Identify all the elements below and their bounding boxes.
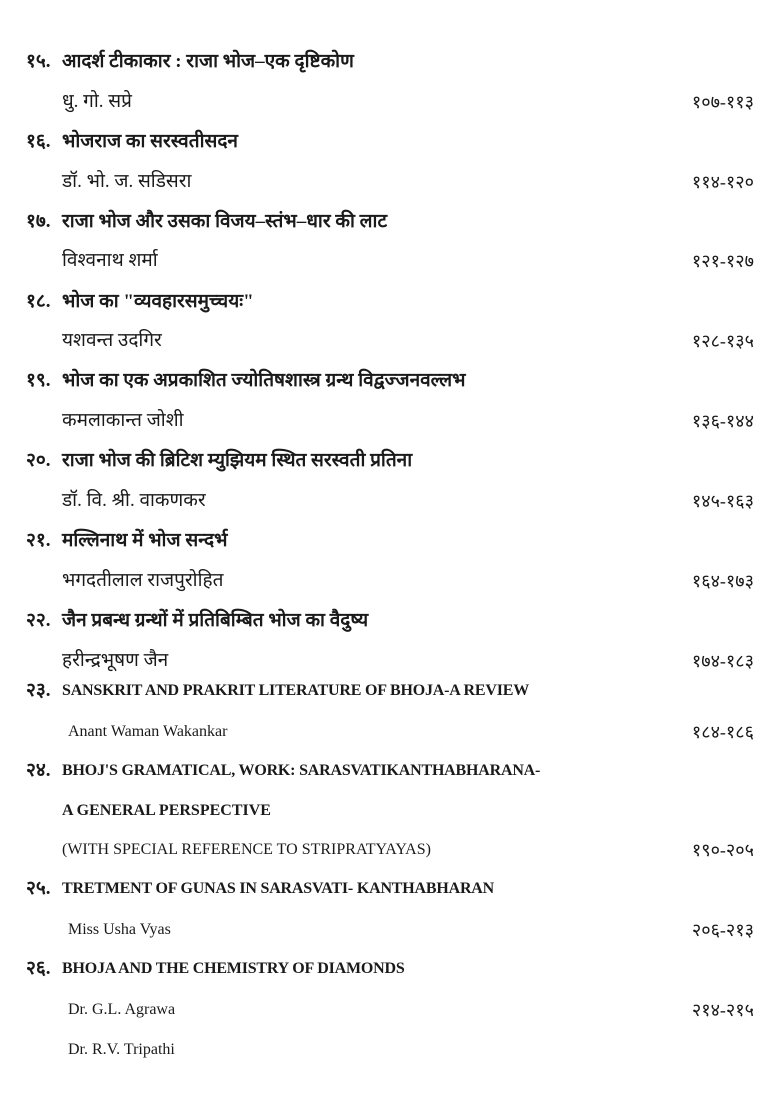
entry-author: धु. गो. सप्रे [62, 91, 132, 112]
entry-title: TRETMENT OF GUNAS IN SARASVATI- KANTHABHARAN [62, 880, 495, 897]
entry-title-line [0, 676, 780, 706]
entry-author: डॉ. वि. श्री. वाकणकर [62, 490, 206, 511]
entry-number: १६. [26, 131, 51, 152]
page-range: १९०-२०५ [691, 840, 754, 860]
entry-title: राजा भोज और उसका विजय–स्तंभ–धार की लाट [62, 211, 388, 232]
entry-title-line [0, 366, 780, 396]
entry-title-continuation [0, 796, 780, 826]
entry-author-line [0, 87, 780, 117]
entry-number: २२. [26, 610, 51, 631]
entry-subtitle-line [0, 835, 780, 865]
entry-title-line [0, 446, 780, 476]
entry-author: विश्वनाथ शर्मा [62, 250, 158, 271]
page-range: १६४-१७३ [691, 571, 754, 591]
entry-author-line [0, 406, 780, 436]
entry-author-line [0, 486, 780, 516]
entry-author: डॉ. भो. ज. सडिसरा [62, 171, 192, 192]
page-range: ११४-१२० [691, 172, 754, 192]
entry-number: २०. [26, 450, 51, 471]
entry-author: हरीन्द्रभूषण जैन [62, 650, 169, 671]
entry-number: २६. [26, 958, 51, 979]
entry-title: भोज का एक अप्रकाशित ज्योतिषशास्त्र ग्रन्थ विद्वज्जनवल्लभ [62, 370, 466, 391]
entry-author-line [0, 246, 780, 276]
page-range: १८४-१८६ [691, 722, 754, 742]
entry-author-line [0, 167, 780, 197]
entry-subtitle: (WITH SPECIAL REFERENCE TO STRIPRATYAYAS) [62, 841, 431, 858]
entry-author: कमलाकान्त जोशी [62, 410, 184, 431]
entry-number: १७. [26, 211, 51, 232]
entry-title-line [0, 526, 780, 556]
page-range: २१४-२१५ [691, 1000, 754, 1020]
entry-title-line [0, 207, 780, 237]
entry-author: Anant Waman Wakankar [68, 723, 228, 740]
entry-author-line [0, 1035, 780, 1065]
entry-title-line [0, 954, 780, 984]
page-range: १३६-१४४ [691, 411, 754, 431]
entry-number: २१. [26, 530, 51, 551]
entry-author: यशवन्त उदगिर [62, 330, 162, 351]
page-range: १७४-१८३ [691, 651, 754, 671]
entry-author: भगदतीलाल राजपुरोहित [62, 570, 224, 591]
entry-title: SANSKRIT AND PRAKRIT LITERATURE OF BHOJA-A REVIEW [62, 682, 530, 699]
entry-author-line [0, 326, 780, 356]
page-range: १०७-११३ [691, 92, 754, 112]
entry-title: भोज का "व्यवहारसमुच्चयः" [62, 291, 254, 312]
entry-title-line [0, 874, 780, 904]
entry-title: राजा भोज की ब्रिटिश म्युझियम स्थित सरस्वती प्रतिना [62, 450, 413, 471]
entry-number: २४. [26, 760, 51, 781]
entry-title: मल्लिनाथ में भोज सन्दर्भ [62, 530, 228, 551]
page-range: १४५-१६३ [691, 491, 754, 511]
page-range: १२१-१२७ [691, 251, 754, 271]
entry-title-line [0, 127, 780, 157]
page-range: २०६-२१३ [691, 920, 754, 940]
entry-title: आदर्श टीकाकार : राजा भोज–एक दृष्टिकोण [62, 51, 354, 72]
entry-number: १५. [26, 51, 51, 72]
entry-author-line [0, 646, 780, 676]
entry-author: Dr. R.V. Tripathi [68, 1041, 175, 1058]
entry-number: २५. [26, 878, 51, 899]
entry-number: १९. [26, 370, 51, 391]
entry-author-line [0, 915, 780, 945]
entry-title-line [0, 47, 780, 77]
entry-author-line [0, 566, 780, 596]
entry-number: १८. [26, 291, 51, 312]
entry-title-line [0, 606, 780, 636]
entry-author-line [0, 717, 780, 747]
entry-title-line [0, 287, 780, 317]
entry-title: भोजराज का सरस्वतीसदन [62, 131, 238, 152]
entry-author: Dr. G.L. Agrawa [68, 1001, 176, 1018]
entry-title: BHOJ'S GRAMATICAL, WORK: SARASVATIKANTHABHARANA- [62, 762, 541, 779]
entry-title-line [0, 756, 780, 786]
entry-title: A GENERAL PERSPECTIVE [62, 802, 271, 819]
entry-author: Miss Usha Vyas [68, 921, 171, 938]
entry-title: BHOJA AND THE CHEMISTRY OF DIAMONDS [62, 960, 405, 977]
entry-number: २३. [26, 680, 51, 701]
page-range: १२८-१३५ [691, 331, 754, 351]
entry-author-line [0, 995, 780, 1025]
entry-title: जैन प्रबन्ध ग्रन्थों में प्रतिबिम्बित भोज का वैदुष्य [62, 610, 369, 631]
